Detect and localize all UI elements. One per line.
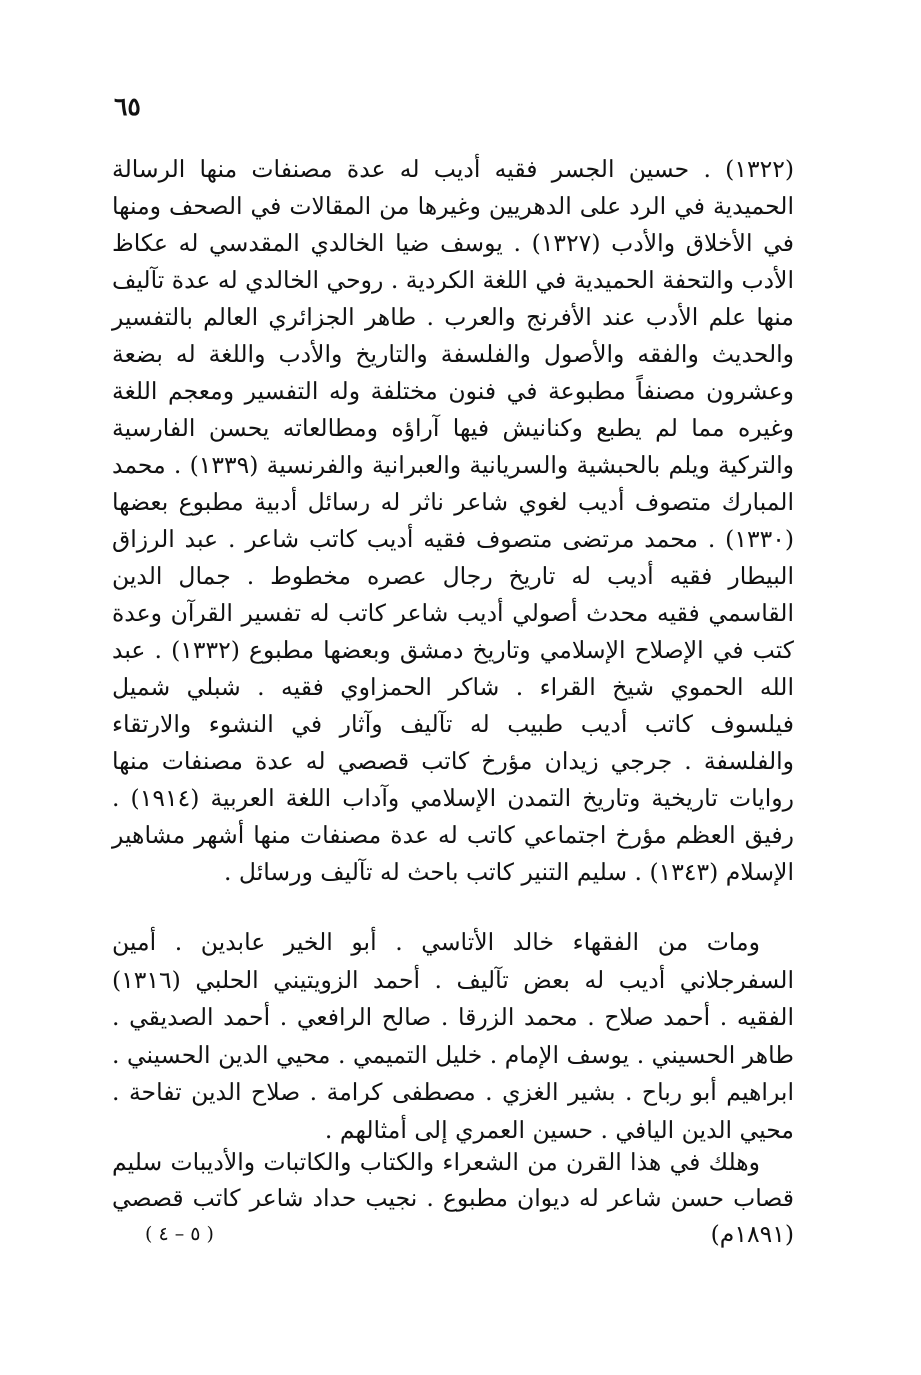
signature-mark: ( ٥ – ٤ ) [145, 1223, 214, 1245]
paragraph-scholars: (١٣٢٢) . حسين الجسر فقيه أديب له عدة مصنفات منها الرسالة الحميدية في الرد على الدهريين وغيرها من المقالات في الصحف ومنها في الأخلاق والأدب (١٣٢٧) . يوسف ضيا الخالدي المقدسي له عكاظ الأدب والتحفة الحميدية في اللغة الكردية . روحي الخالدي له عدة تآليف منها علم الأدب عند الأفرنج والعرب . طاهر الجزائري العالم بالتفسير والحديث والفقه والأصول والفلسفة والتاريخ والأدب واللغة له بضعة وعشرون مصنفاً مطبوعة في فنون مختلفة وله التفسير ومعجم اللغة وغيره مما لم يطبع وكنانيش فيها آراؤه ومطالعاته يحسن الفارسية والتركية ويلم بالحبشية والسريانية والعبرانية والفرنسية (١٣٣٩) . محمد المبارك متصوف أديب لغوي شاعر ناثر له رسائل أدبية مطبوع بعضها (١٣٣٠) . محمد مرتضى متصوف فقيه أديب كاتب شاعر . عبد الرزاق البيطار فقيه أديب له تاريخ رجال عصره مخطوط . جمال الدين القاسمي فقيه محدث أصولي أديب شاعر كاتب له تفسير القرآن وعدة كتب في الإصلاح الإسلامي وتاريخ دمشق وبعضها مطبوع (١٣٣٢) . عبد الله الحموي شيخ القراء . شاكر الحمزاوي فقيه . شبلي شميل فيلسوف كاتب أديب طبيب له تآليف وآثار في النشوء والارتقاء والفلسفة . جرجي زيدان مؤرخ كاتب قصصي له عدة مصنفات منها روايات تاريخية وتاريخ التمدن الإسلامي وآداب اللغة العربية (١٩١٤) . رفيق العظم مؤرخ اجتماعي كاتب له عدة مصنفات منها أشهر مشاهير الإسلام (١٣٤٣) . سليم التنير كاتب باحث له تآليف ورسائل . [112, 155, 795, 886]
paragraph-poets: وهلك في هذا القرن من الشعراء والكتاب والكاتبات والأديبات سليم قصاب حسن شاعر له ديوان مطبوع . نجيب حداد شاعر كاتب قصصي (١٨٩١م) [112, 1148, 794, 1248]
paragraph-jurists: ومات من الفقهاء خالد الأتاسي . أبو الخير عابدين . أمين السفرجلاني أديب له بعض تآليف . أحمد الزويتيني الحلبي (١٣١٦) الفقيه . أحمد صلاح . محمد الزرقا . صالح الرافعي . أحمد الصديقي . طاهر الحسيني . يوسف الإمام . خليل التميمي . محيي الدين الحسيني . ابراهيم أبو رباح . بشير الغزي . مصطفى كرامة . صلاح الدين تفاحة . محيي الدين اليافي . حسين العمري إلى أمثالهم . [112, 928, 794, 1144]
page-number: ٦٥ [114, 92, 141, 121]
